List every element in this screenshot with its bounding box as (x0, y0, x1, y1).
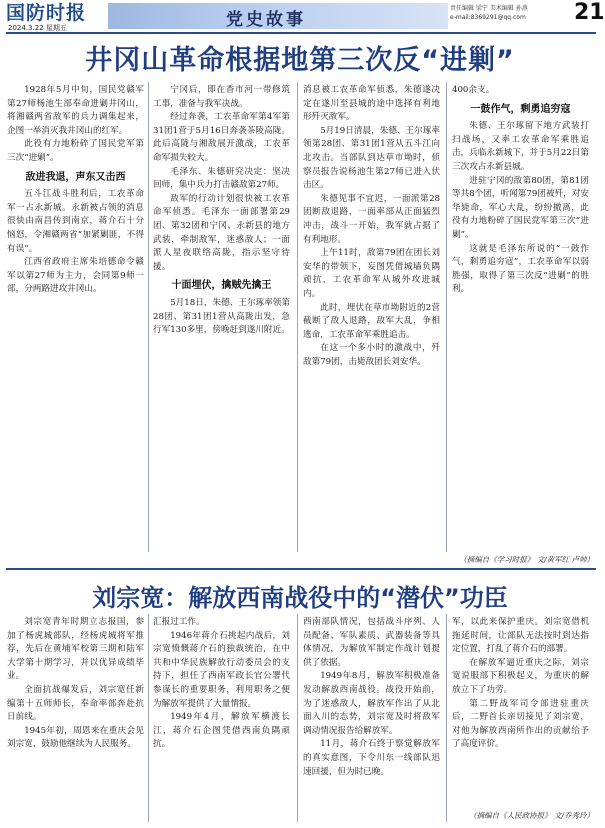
paragraph: 宁冈后，即在香市河一带修筑工事，准备与我军决战。 (153, 85, 290, 109)
paragraph: 1945年初，周恩来在重庆会见刘宗宽，鼓励他继续为人民服务。 (7, 725, 144, 750)
article2-column-3 (303, 616, 440, 779)
paragraph: 400余支。 (452, 85, 495, 95)
paragraph: 西南部队情况，包括战斗序列、人员配备、军队素质、武器装备等具体情况，为解放军制定作战计划提供了依据。 (303, 617, 440, 668)
article1-column-2 (153, 84, 290, 338)
article2-title: 刘宗宽：解放西南战役中的“潜伏”功臣 (92, 584, 508, 612)
editors-info (450, 4, 574, 22)
paragraph: 上午11时，敌第79团在团长刘安华的带领下，妄图凭借城墙负隅顽抗，工农革命军从城外攻进城内。 (303, 248, 440, 299)
paragraph: 这就是毛泽东所说的“一鼓作气，剩勇追穷寇”，工农革命军以弱胜强，取得了第三次反“进剿”的胜利。 (452, 243, 589, 295)
paragraph: 5月19日清晨，朱德、王尔琢率领第28团、第31团1营从五斗江向北攻击。当部队到达草市坳时，侦察员报告说杨池生第27师已进入伏击区。 (303, 125, 440, 191)
paragraph: 汇报过工作。 (153, 617, 205, 627)
paragraph: 在解放军逼近重庆之际，刘宗宽说服部下积极起义，为重庆的解放立下了功劳。 (452, 657, 589, 695)
page-number: 21 (574, 0, 605, 25)
masthead (0, 0, 605, 36)
paragraph: 进驻宁冈的敌第80团，第81团等共8个团，听闻第79团被歼，对安华毙命，军心大乱，纷纷撤离，此役有力地粉碎了国民党军第三次“进剿”。 (452, 175, 589, 240)
paragraph: 1946年蒋介石挑起内战后，刘宗宽愤慨蒋介石的独裁统治，在中共和中华民族解放行动委员会的支持下，担任了西南军政长官公署代参谋长的重要职务，利用职务之便为解放军提供了大量情报。 (153, 630, 290, 709)
article-separator (6, 568, 596, 570)
paragraph: 此役有力地粉碎了国民党军第三次“进剿”。 (7, 139, 144, 163)
article1-byline: （摘编自《学习时报》 文/黄军红 卢帅） (459, 555, 594, 564)
column-divider (446, 82, 447, 552)
editors-names: 责任编辑 梁宁 美术编辑 孙燕 (450, 5, 528, 12)
newspaper-logo: 国防时报 (6, 2, 87, 24)
article2-column-4 (452, 616, 589, 752)
paragraph: 全面抗战爆发后，刘宗宽任新编第十五师师长，奉命率部奔赴抗日前线。 (7, 684, 144, 723)
paragraph: 毛泽东、朱德研究决定：坚决回师，集中兵力打击赣敌第27师。 (153, 166, 290, 191)
paragraph: 此时，埋伏在草市坳附近的2营截断了敌人退路，敌军大乱，争相逃命，工农革命军乘胜追击。 (303, 302, 440, 340)
paragraph: 经过奔袭，工农革命军第4军第31团1营于5月16日奔袭茶陵高陇。此后高陇与湘敌展开激战，工农革命军损失较大。 (153, 112, 290, 163)
editors-email: e-mail:8369291@qq.com (450, 14, 526, 21)
paragraph: 1949年8月，解放军积极准备发动解放西南战役。战役开始前，为了迷惑敌人，解放军作出了从北面入川的态势，刘宗宽及时将敌军调动情况报告给解放军。 (303, 671, 440, 736)
paragraph: 1949年4月，解放军横渡长江，蒋介石企图凭借西南负隅顽抗。 (153, 712, 290, 750)
paragraph: 1928年5月中旬，国民党赣军第27师杨池生部奉命进剿井冈山，将湘赣两省敌军的兵力调集起来，企图一举消灭我井冈山的红军。 (7, 85, 144, 136)
column-divider (297, 82, 298, 552)
paragraph: 朱德见事不宜迟，一面派第28团断敌退路，一面率部从正面猛烈冲击，战斗一开始，我军就占据了有利地形。 (303, 193, 440, 245)
column-divider (446, 614, 447, 822)
article1-column-4 (452, 84, 589, 297)
article2-column-2 (153, 616, 290, 752)
column-divider (148, 82, 149, 552)
paragraph: 敌军的行动计划很快被工农革命军侦悉。毛泽东一面部署第29团、第32团和宁冈、永新县的地方武装，牵制敌军，迷惑敌人；一面派人星夜联络高陇，指示坚守待援。 (153, 193, 290, 272)
paragraph: 11月，蒋介石终于察觉解放军的真实意图，下令川东一线部队迅速回援，但为时已晚。 (303, 739, 440, 777)
paragraph: 在这一个多小时的激战中，歼敌第79团，击毙敌团长刘安华。 (303, 343, 440, 367)
article1-column-3 (303, 84, 440, 369)
section-title: 党史故事 (226, 10, 306, 30)
column-divider (297, 614, 298, 822)
paragraph: 江西省政府主席朱培德命令赣军以第27师为主力，会同第9师一部，分两路进攻井冈山。 (7, 257, 144, 295)
paragraph: 第二野战军司令部进驻重庆后，二野首长亲切接见了刘宗宽，对他为解放西南所作出的贡献给予了高度评价。 (452, 698, 589, 750)
subheading: 一鼓作气，剩勇追穷寇 (470, 103, 571, 115)
article1-title: 井冈山革命根据地第三次反“进剿” (85, 45, 515, 76)
article1-column-1 (7, 84, 144, 297)
paragraph: 朱德、王尔琢留下地方武装打扫战场，又率工农革命军乘胜追击，兵临永新城下，并于5月22日第三次攻占永新县城。 (452, 121, 589, 172)
subheading: 敌进我退，声东又击西 (25, 171, 126, 183)
paragraph: 军，以此来保护重庆。刘宗宽借机拖延时间，让部队无法按时到达指定位置，打乱了蒋介石的部署。 (452, 617, 589, 655)
paragraph: 五斗江战斗胜利后，工农革命军一占永新城。永新被占领的消息很快由南昌传到南京，蒋介石十分恼怒，令湘赣两省“加紧剿匪，不得有误”。 (7, 189, 144, 254)
issue-weekday: 星期五 (45, 24, 67, 32)
subheading: 十面埋伏，擒贼先擒王 (171, 280, 272, 292)
header-rule (6, 32, 596, 34)
paragraph: 刘宗宽青年时期立志报国，参加了杨虎城部队，经杨虎城将军推荐，先后在黄埔军校第三期和陆军大学第十期学习，并以优异成绩毕业。 (7, 617, 144, 682)
article2-column-1 (7, 616, 144, 752)
column-divider (148, 614, 149, 822)
paragraph: 消息被工农革命军侦悉，朱德遂决定在遂川至县城的途中选择有利地形歼灭敌军。 (303, 85, 440, 123)
article2-byline: （摘编自《人民政协报》 文/乔秀玲） (469, 811, 594, 820)
paragraph: 5月18日，朱德、王尔琢率领第28团、第31团1营从高陇出发，急行军130多里，傍晚赶到遂川附近。 (153, 297, 290, 336)
issue-date: 2024.3.22 (8, 24, 44, 32)
